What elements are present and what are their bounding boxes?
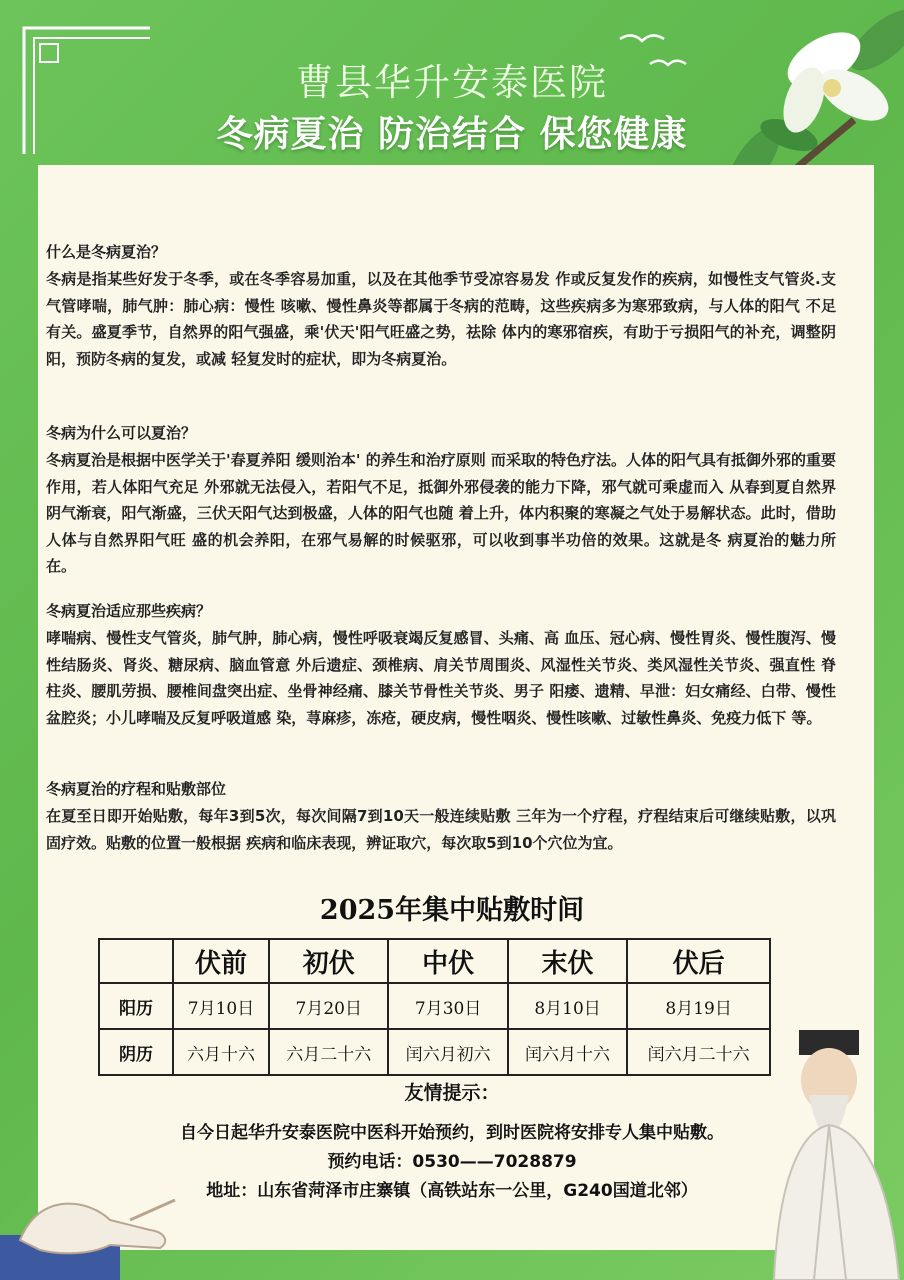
table-cell: 六月二十六: [269, 1029, 388, 1075]
table-cell: 闰六月初六: [388, 1029, 507, 1075]
hospital-name: 曹县华升安泰医院: [296, 61, 608, 104]
table-cell: 8月10日: [508, 983, 627, 1029]
section-answer: 哮喘病、慢性支气管炎，肺气肿，肺心病，慢性呼吸衰竭反复感冒、头痛、高 血压、冠心病、慢性胃炎、慢性腹泻、慢性结肠炎、肾炎、糖尿病、脑血管意 外后遗症、颈椎病、肩关节周围炎、风湿性关节炎、类风湿性关节炎、强直性 脊柱炎、腰肌劳损、腰椎间盘突出症、坐骨神经痛、膝关节骨性关节炎、男子 阳痿、遗精、早泄：妇女痛经、白带、慢性盆腔炎；小儿哮喘及反复呼吸道感 染，荨麻疹，冻疮，硬皮病，慢性咽炎、慢性咳嗽、过敏性鼻炎、免疫力低下 等。: [46, 629, 836, 727]
tips-notice: 自今日起华升安泰医院中医科开始预约，到时医院将安排专人集中贴敷。: [180, 1123, 724, 1143]
table-row: [99, 1029, 770, 1075]
address: 地址：山东省菏泽市庄寨镇（高铁站东一公里，G240国道北邻）: [206, 1181, 698, 1201]
row-label: 阴历: [99, 1029, 173, 1075]
table-header-row: [99, 939, 770, 983]
column-header: 末伏: [508, 939, 627, 983]
table-cell: 7月10日: [173, 983, 269, 1029]
table-cell: 7月30日: [388, 983, 507, 1029]
section-answer: 在夏至日即开始贴敷，每年3到5次，每次间隔7到10天一般连续贴敷 三年为一个疗程，疗程结束后可继续贴敷，以巩固疗效。贴敷的位置一般根据 疾病和临床表现，辨证取穴，每次取5到10个穴位为宜。: [46, 807, 836, 852]
schedule-table: [98, 938, 771, 1076]
table-cell: 7月20日: [269, 983, 388, 1029]
table-cell: 8月19日: [627, 983, 770, 1029]
section-question: 冬病为什么可以夏治？: [46, 424, 197, 442]
column-header: 初伏: [269, 939, 388, 983]
slogan: 冬病夏治 防治结合 保您健康: [216, 114, 688, 155]
row-label: 阳历: [99, 983, 173, 1029]
column-header: 中伏: [388, 939, 507, 983]
table-corner-cell: [99, 939, 173, 983]
section-question: 冬病夏治适应那些疾病？: [46, 602, 212, 620]
table-row: [99, 983, 770, 1029]
column-header: 伏后: [627, 939, 770, 983]
section-answer: 冬病夏治是根据中医学关于'春夏养阳 缓则治本' 的养生和治疗原则 而采取的特色疗法。人体的阳气具有抵御外邪的重要作用，若人体阳气充足 外邪就无法侵入，若阳气不足，抵御外邪侵袭的能力下降，邪气就可乘虚而入 从春到夏自然界阴气渐衰，阳气渐盛，三伏天阳气达到极盛，人体的阳气也随 着上升，体内积聚的寒凝之气处于易解状态。此时，借助人体与自然界阳气旺 盛的机会养阳，在邪气易解的时候驱邪，可以收到事半功倍的效果。这就是冬 病夏治的魅力所在。: [46, 451, 836, 575]
phone-number: 预约电话：0530——7028879: [327, 1152, 577, 1172]
table-cell: 六月十六: [173, 1029, 269, 1075]
ancient-doctor-illustration: [764, 1020, 904, 1280]
column-header: 伏前: [173, 939, 269, 983]
tips-title: 友情提示：: [404, 1082, 500, 1104]
section-question: 冬病夏治的疗程和贴敷部位: [46, 780, 227, 798]
table-cell: 闰六月二十六: [627, 1029, 770, 1075]
schedule-title: 2025年集中贴敷时间: [319, 895, 585, 926]
section-question: 什么是冬病夏治？: [46, 243, 167, 261]
section-answer: 冬病是指某些好发于冬季，或在冬季容易加重，以及在其他季节受凉容易发 作或反复发作的疾病，如慢性支气管炎.支气管哮喘，肺气肿：肺心病：慢性 咳嗽、慢性鼻炎等都属于冬病的范畴，这些疾病多为寒邪致病，与人体的阳气 不足有关。盛夏季节，自然界的阳气强盛，乘'伏天'阳气旺盛之势，祛除 体内的寒邪宿疾，有助于亏损阳气的补充，调整阴阳，预防冬病的复发，或减 轻复发时的症状，即为冬病夏治。: [46, 270, 836, 368]
table-cell: 闰六月十六: [508, 1029, 627, 1075]
hand-holding-scroll-illustration: [0, 1160, 190, 1280]
